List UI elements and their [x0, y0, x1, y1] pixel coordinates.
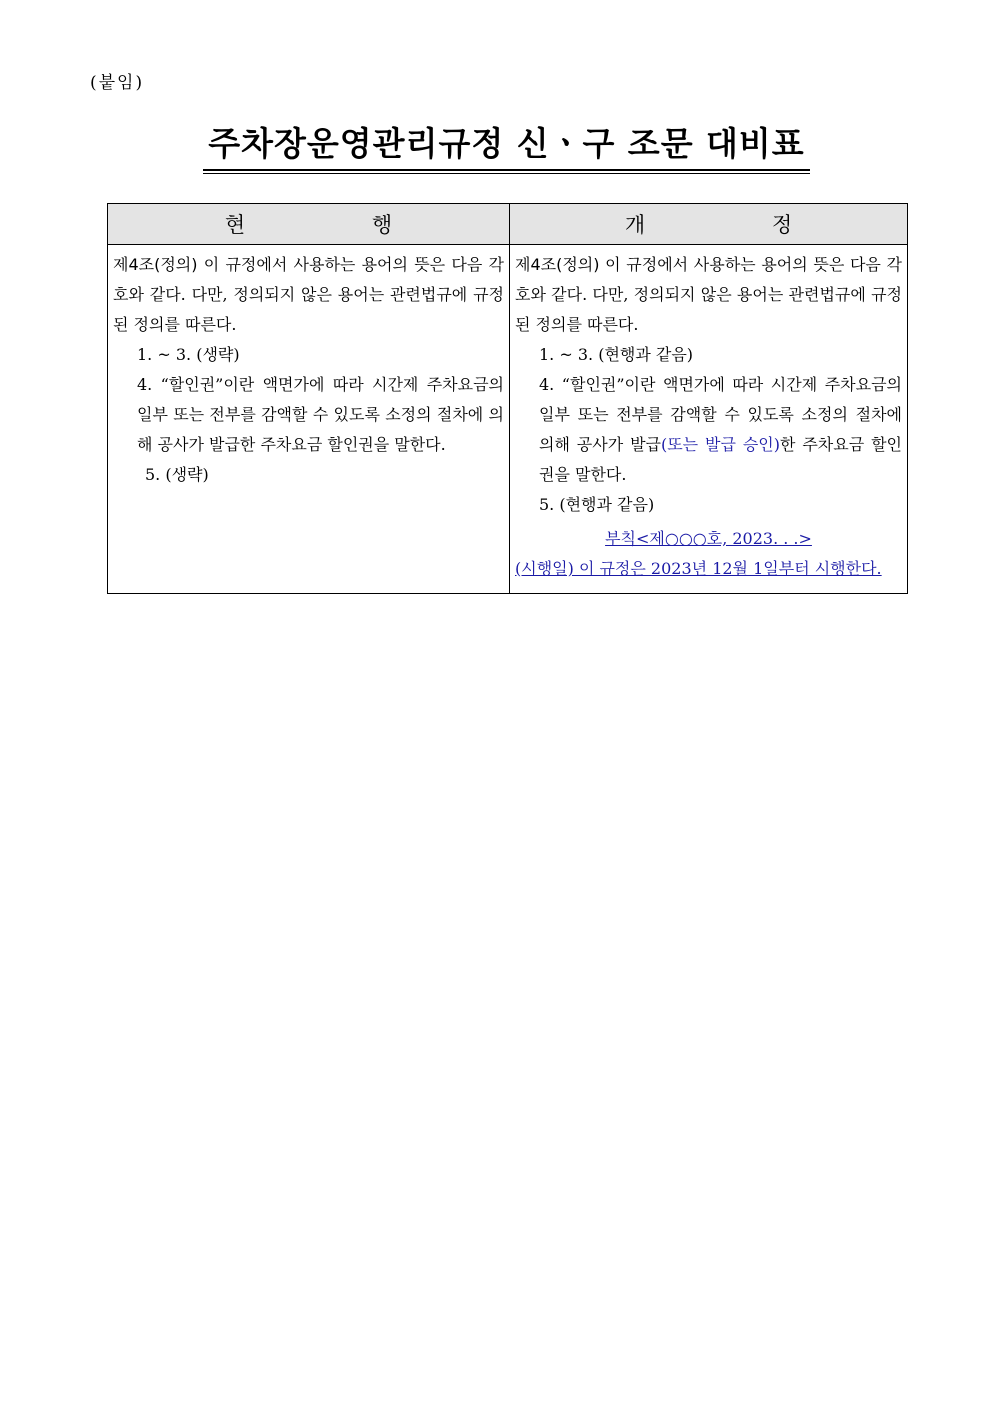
revised-article-4 [515, 250, 902, 340]
document-title-block [203, 118, 810, 174]
attachment-label: (붙임) [90, 73, 145, 93]
current-item-1-3: 1. ~ 3. (생략) [137, 345, 240, 364]
revised-article-head: 제4조(정의) [515, 255, 600, 274]
title-underline [203, 169, 810, 171]
revised-item-5: 5. (현행과 같음) [539, 495, 655, 514]
revised-item-4-text: 4. “할인권”이란 액면가에 따라 시간제 주차요금의 일부 또는 전부를 감액할 수 있도록 소정의 절차에 의해 공사가 발급 [539, 375, 902, 454]
current-item-5: 5. (생략) [145, 465, 209, 484]
current-item-4: 4. “할인권”이란 액면가에 따라 시간제 주차요금의 일부 또는 전부를 감액할 수 있도록 소정의 절차에 의해 공사가 발급한 주차요금 할인권을 말한다. [137, 375, 504, 454]
title-underline-thin [203, 173, 810, 174]
revised-article-body: 이 규정에서 사용하는 용어의 뜻은 다음 각 호와 같다. 다만, 정의되지 않은 용어는 관련법규에 규정된 정의를 따른다. [515, 255, 902, 334]
table-body-row [108, 245, 908, 594]
current-article-4 [113, 250, 504, 340]
addendum-body: (시행일) 이 규정은 2023년 12월 1일부터 시행한다. [515, 559, 882, 578]
header-revised: 개 정 [510, 204, 908, 245]
header-current: 현 행 [108, 204, 510, 245]
revised-item-4-added: (또는 발급 승인) [660, 435, 780, 454]
table-header-row [108, 204, 908, 245]
current-column [108, 245, 510, 594]
revised-column [510, 245, 908, 594]
comparison-table [107, 203, 908, 594]
revised-item-4 [515, 370, 902, 490]
revised-item-4-tail: 한 주차요금 할인권을 말한다. [539, 435, 902, 484]
current-article-body: 이 규정에서 사용하는 용어의 뜻은 다음 각 호와 같다. 다만, 정의되지 않은 용어는 관련법규에 규정된 정의를 따른다. [113, 255, 504, 334]
current-article-head: 제4조(정의) [113, 255, 198, 274]
revised-item-1-3: 1. ~ 3. (현행과 같음) [539, 345, 694, 364]
document-title: 주차장운영관리규정 신ㆍ구 조문 대비표 [208, 124, 805, 163]
addendum-title: 부칙<제○○○호, 2023. . .> [605, 529, 812, 548]
